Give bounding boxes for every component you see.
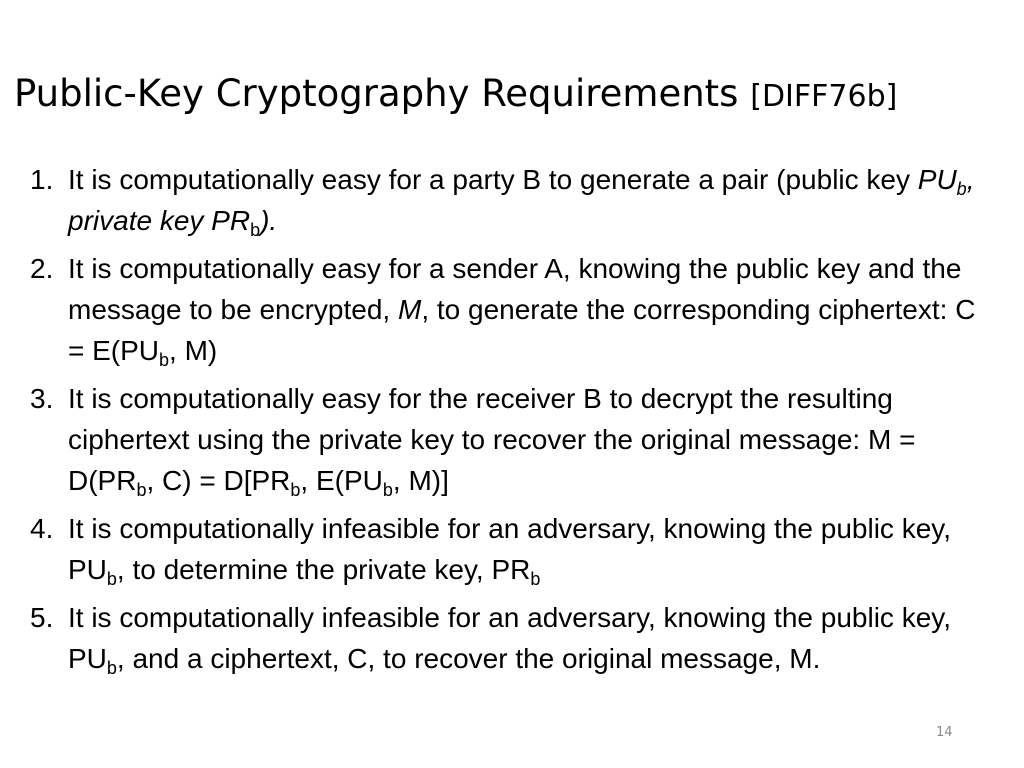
item-subscript: b: [106, 658, 117, 678]
list-item-4: [30, 508, 984, 590]
item-subscript: b: [382, 480, 393, 500]
item-text: , M): [169, 335, 218, 366]
slide-title: [14, 64, 1014, 127]
list-item-number: 2.: [30, 253, 54, 284]
item-text: It is computationally easy for a party B to generate a pair (public key: [68, 164, 918, 195]
item-subscript: b: [530, 569, 541, 589]
list-item-number: 3.: [30, 383, 54, 414]
item-text: It is computationally infeasible for an adversary, knowing the public key, PU: [68, 513, 951, 585]
item-subscript: b: [250, 220, 261, 240]
item-text: It is computationally easy for the receiver B to decrypt the resulting ciphertext using the private key to recover the original message: M = D(PR: [68, 383, 916, 496]
slide-title-text: Public-Key Cryptography Requirements: [14, 72, 739, 115]
list-item-number: 1.: [30, 164, 54, 195]
list-item-number: 4.: [30, 513, 54, 544]
list-item-3: [30, 378, 984, 501]
item-text: , M)]: [392, 465, 449, 496]
item-text: It is computationally infeasible for an adversary, knowing the public key, PU: [68, 602, 951, 674]
item-subscript: b: [290, 480, 301, 500]
item-italic-text: , private key PR: [68, 164, 975, 236]
item-text: , C) = D[PR: [146, 465, 291, 496]
item-text: , to generate the corresponding ciphertext: C = E(PU: [68, 294, 976, 366]
item-italic-text: PU: [917, 164, 957, 195]
item-subscript: b: [136, 480, 147, 500]
item-italic-text: M: [397, 294, 422, 325]
item-text: It is computationally easy for a sender A, knowing the public key and the message to be encrypted,: [68, 253, 962, 325]
item-text: , E(PU: [300, 465, 383, 496]
slide-title-reference: [DIFF76b]: [750, 79, 898, 114]
item-subscript: b: [159, 350, 170, 370]
list-item-number: 5.: [30, 602, 54, 633]
list-item-1: [30, 159, 984, 241]
list-item-2: [30, 248, 984, 371]
requirements-list: [0, 159, 1024, 686]
item-text: , and a ciphertext, C, to recover the original message, M.: [116, 643, 821, 674]
item-text: , to determine the private key, PR: [116, 554, 531, 585]
page-number: 14: [936, 725, 953, 740]
list-item-5: [30, 597, 984, 679]
item-italic-text: ).: [260, 205, 278, 236]
item-subscript: b: [106, 569, 117, 589]
item-subscript: b: [956, 179, 967, 199]
